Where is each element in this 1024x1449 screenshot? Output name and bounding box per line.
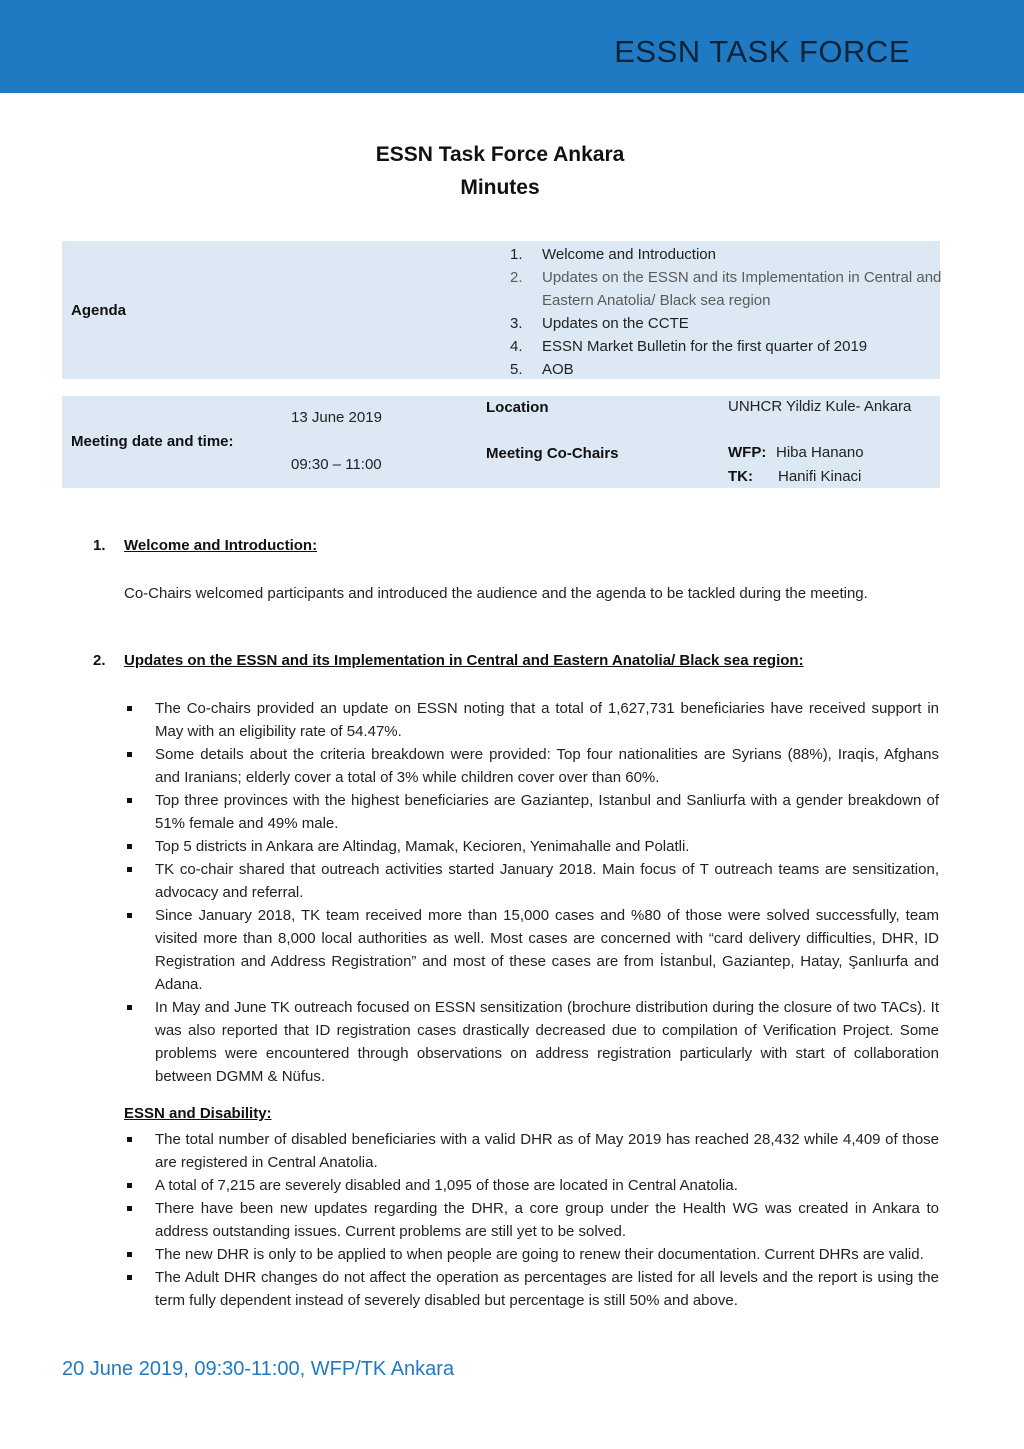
- agenda-item: 4. ESSN Market Bulletin for the first quarter of 2019: [510, 338, 868, 355]
- list-item: A total of 7,215 are severely disabled and 1,095 of those are located in Central Anatolia.: [124, 1174, 939, 1197]
- list-item: The new DHR is only to be applied to when people are going to renew their documentation. Current DHRs are valid.: [124, 1243, 939, 1266]
- page-footer: 20 June 2019, 09:30-11:00, WFP/TK Ankara: [62, 1358, 455, 1380]
- tk-co-chair-name: Hanifi Kinaci: [778, 468, 862, 485]
- section-heading-essn-updates: 2. Updates on the ESSN and its Implementation in Central and Eastern Anatolia/ Black sea region:: [93, 652, 804, 669]
- agenda-list: [510, 243, 942, 381]
- meeting-info-table: [62, 396, 940, 488]
- list-item: There have been new updates regarding the DHR, a core group under the Health WG was created in Ankara to address outstanding issues. Current problems are still yet to be solved.: [124, 1197, 939, 1243]
- agenda-item: 5. AOB: [510, 361, 574, 378]
- agenda-table: [62, 241, 940, 379]
- document-subtitle: Minutes: [460, 176, 540, 199]
- list-item: In May and June TK outreach focused on ESSN sensitization (brochure distribution during the closure of two TACs). It was also reported that ID registration cases drastically decreased due to compilation of Verification Project. Some problems were encountered through observations on address registration particularly with start of collaboration between DGMM & Nüfus.: [124, 996, 939, 1088]
- agenda-item: 1. Welcome and Introduction: [510, 246, 716, 263]
- meeting-date: 13 June 2019: [291, 409, 382, 426]
- list-item: The Adult DHR changes do not affect the operation as percentages are listed for all levels and the report is using the term fully dependent instead of severely disabled but percentage is still 50% and above.: [124, 1266, 939, 1312]
- list-item: Some details about the criteria breakdown were provided: Top four nationalities are Syrians (88%), Iraqis, Afghans and Iranians; elderly cover a total of 3% while children cover over than 60%.: [124, 743, 939, 789]
- list-item: Since January 2018, TK team received more than 15,000 cases and %80 of those were solved successfully, team visited more than 8,000 local authorities as well. Most cases are concerned with “card delivery difficulties, DHR, ID Registration and Address Registration” and most of these cases are from İstanbul, Gaziantep, Hatay, Şanlıurfa and Adana.: [124, 904, 939, 996]
- section-heading-welcome: 1. Welcome and Introduction:: [93, 537, 318, 554]
- disability-bullets: [124, 1128, 939, 1312]
- list-item: The total number of disabled beneficiaries with a valid DHR as of May 2019 has reached 28,432 while 4,409 of those are registered in Central Anatolia.: [124, 1128, 939, 1174]
- section-body-welcome: Co-Chairs welcomed participants and introduced the audience and the agenda to be tackled during the meeting.: [124, 585, 868, 602]
- essn-updates-bullets: [124, 697, 939, 1088]
- subsection-heading-disability: ESSN and Disability:: [124, 1105, 272, 1122]
- list-item: TK co-chair shared that outreach activities started January 2018. Main focus of T outreach teams are sensitization, advocacy and referral.: [124, 858, 939, 904]
- list-item: The Co-chairs provided an update on ESSN noting that a total of 1,627,731 beneficiaries have received support in May with an eligibility rate of 54.47%.: [124, 697, 939, 743]
- agenda-item: 3. Updates on the CCTE: [510, 315, 689, 332]
- tk-label: TK:: [728, 468, 753, 485]
- header-bar: [0, 0, 1024, 93]
- co-chairs-label: Meeting Co-Chairs: [486, 445, 619, 462]
- document-title: ESSN Task Force Ankara: [375, 143, 625, 166]
- list-item: Top 5 districts in Ankara are Altindag, Mamak, Kecioren, Yenimahalle and Polatli.: [124, 835, 939, 858]
- agenda-label: Agenda: [71, 302, 127, 319]
- wfp-label: WFP:: [728, 444, 767, 461]
- list-item: Top three provinces with the highest beneficiaries are Gaziantep, Istanbul and Sanliurfa with a gender breakdown of 51% female and 49% male.: [124, 789, 939, 835]
- wfp-co-chair-name: Hiba Hanano: [776, 444, 864, 461]
- meeting-date-label: Meeting date and time:: [71, 433, 234, 450]
- location-value: UNHCR Yildiz Kule- Ankara: [728, 398, 912, 415]
- agenda-item: 2. Updates on the ESSN and its Implementation in Central and Eastern Anatolia/ Black sea region: [510, 269, 942, 309]
- header-title: ESSN TASK FORCE: [614, 34, 910, 69]
- location-label: Location: [486, 399, 549, 416]
- meeting-time: 09:30 – 11:00: [291, 456, 382, 473]
